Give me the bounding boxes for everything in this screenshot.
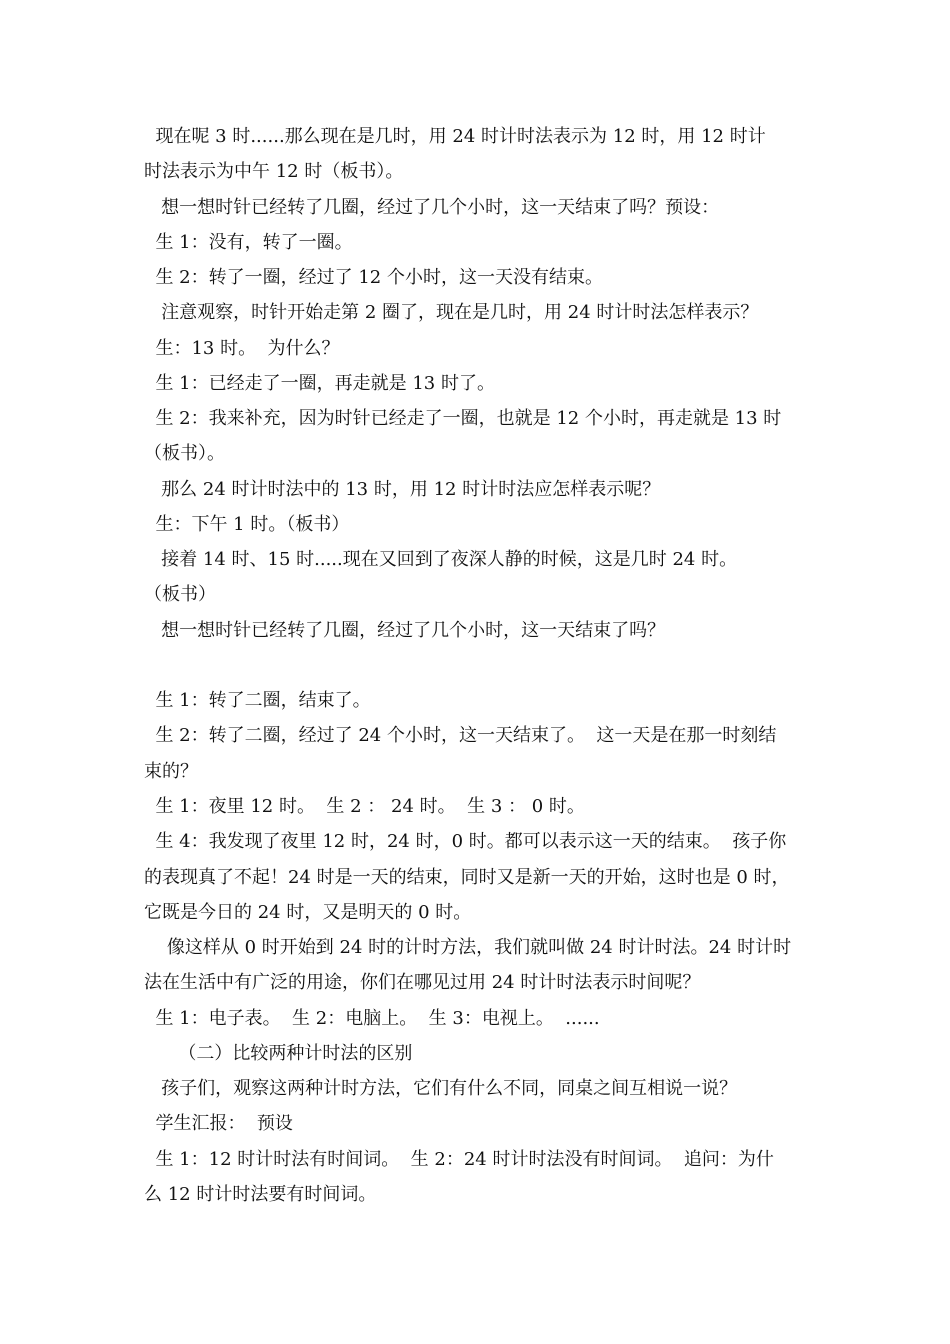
text-line: 生 1：已经走了一圈，再走就是 13 时了。 xyxy=(144,373,495,394)
text-line: 的表现真了不起！24 时是一天的结束，同时又是新一天的开始，这时也是 0 时， xyxy=(144,867,790,888)
text-line: 注意观察，时针开始走第 2 圈了，现在是几时，用 24 时计时法怎样表示？ xyxy=(144,302,759,323)
text-line: 生 4：我发现了夜里 12 时，24 时，0 时。都可以表示这一天的结束。 孩子你 xyxy=(144,831,787,852)
text-line: 生 1：电子表。 生 2：电脑上。 生 3：电视上。 ...... xyxy=(144,1008,600,1029)
text-line: 想一想时针已经转了几圈，经过了几个小时，这一天结束了吗？预设： xyxy=(144,197,720,218)
text-line: 接着 14 时、15 时.....现在又回到了夜深人静的时候，这是几时 24 时。 xyxy=(144,549,738,570)
text-line: 想一想时针已经转了几圈，经过了几个小时，这一天结束了吗？ xyxy=(144,620,666,641)
text-line: 生 1：没有，转了一圈。 xyxy=(144,232,353,253)
text-line: 生 1：12 时计时法有时间词。 生 2：24 时计时法没有时间词。 追问：为什 xyxy=(144,1149,774,1170)
text-line: 生：下午 1 时。（板书） xyxy=(144,514,350,535)
text-line: 那么 24 时计时法中的 13 时，用 12 时计时法应怎样表示呢？ xyxy=(144,479,661,500)
text-line: 像这样从 0 时开始到 24 时的计时方法，我们就叫做 24 时计时法。24 时计时 xyxy=(144,937,792,958)
text-line: 法在生活中有广泛的用途，你们在哪见过用 24 时计时法表示时间呢？ xyxy=(144,972,701,993)
text-line: 生 1：夜里 12 时。 生 2 ： 24 时。 生 3 ： 0 时。 xyxy=(144,796,585,817)
text-line: （板书）。 xyxy=(144,443,225,464)
text-line: 么 12 时计时法要有时间词。 xyxy=(144,1184,377,1205)
text-line: 束的？ xyxy=(144,761,198,782)
text-line: 生 2：转了一圈，经过了 12 个小时，这一天没有结束。 xyxy=(144,267,603,288)
text-line: 现在呢 3 时......那么现在是几时，用 24 时计时法表示为 12 时，用 12 时计 xyxy=(144,126,766,147)
text-line: 孩子们，观察这两种计时方法，它们有什么不同，同桌之间互相说一说？ xyxy=(144,1078,738,1099)
text-line: 生 1：转了二圈，结束了。 xyxy=(144,690,371,711)
text-line: 学生汇报： 预设 xyxy=(144,1113,293,1134)
text-line: （二）比较两种计时法的区别 xyxy=(144,1043,413,1064)
text-line: 时法表示为中午 12 时（板书）。 xyxy=(144,161,404,182)
text-line: 生 2：我来补充，因为时针已经走了一圈，也就是 12 个小时，再走就是 13 时 xyxy=(144,408,782,429)
text-line: 它既是今日的 24 时，又是明天的 0 时。 xyxy=(144,902,472,923)
text-line: 生：13 时。 为什么？ xyxy=(144,338,340,359)
text-line: （板书） xyxy=(144,584,216,605)
text-line: 生 2：转了二圈，经过了 24 个小时，这一天结束了。 这一天是在那一时刻结 xyxy=(144,725,777,746)
